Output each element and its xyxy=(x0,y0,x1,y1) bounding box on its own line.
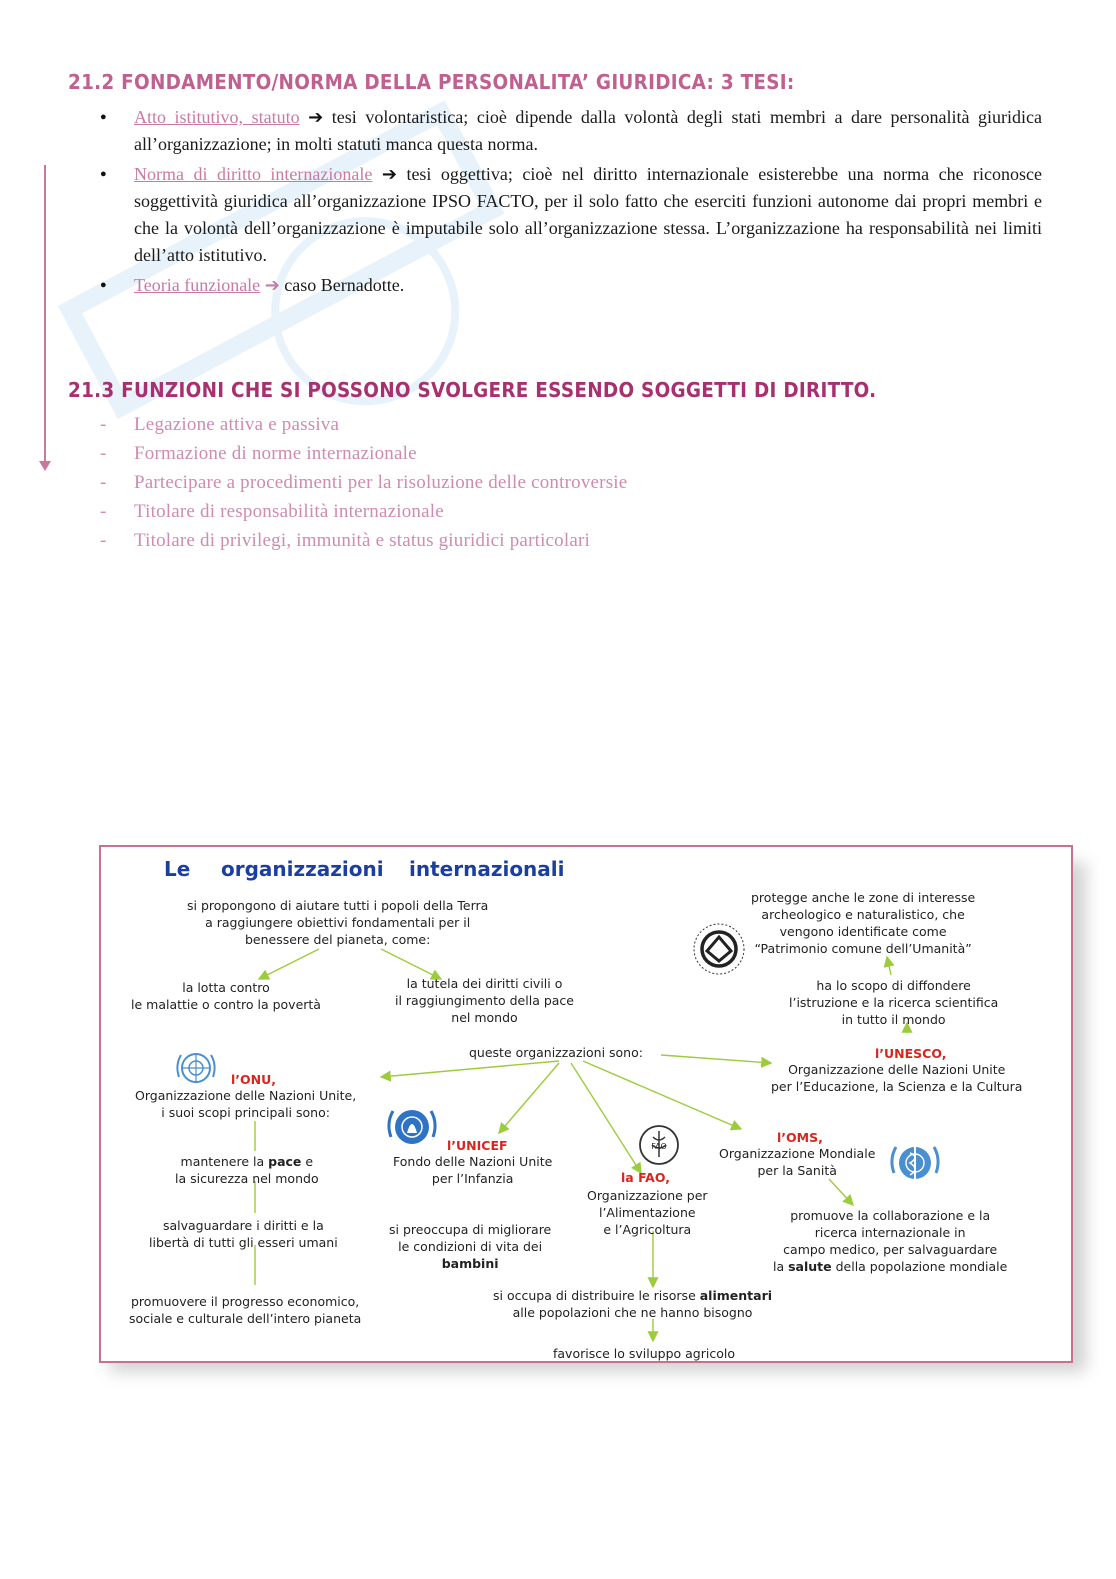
lotta-line: le malattie o contro la povertà xyxy=(131,997,321,1012)
list-item xyxy=(100,272,1042,299)
thesis-text: tesi volontaristica; cioè dipende dalla volontà degli stati membri a dare personalità giuridica all’organizzazione; in molti statuti manca questa norma. xyxy=(134,107,1043,154)
thesis-term: Atto istitutivo, statuto xyxy=(134,107,300,127)
list-item: - Partecipare a procedimenti per la risoluzione delle controversie xyxy=(100,468,627,497)
unesco-desc-line: Organizzazione delle Nazioni Unite xyxy=(788,1062,1006,1077)
unicef-goal-line: le condizioni di vita dei xyxy=(398,1239,543,1254)
right-arrow-icon: ➔ xyxy=(381,164,397,185)
functions-list xyxy=(100,410,627,555)
bold-word: alimentari xyxy=(699,1288,773,1303)
diagram-title-le: Le xyxy=(164,857,191,881)
thesis-term: Norma di diritto internazionale xyxy=(134,164,373,184)
lotta-line: la lotta contro xyxy=(182,980,270,995)
bold-word: pace xyxy=(268,1154,302,1169)
oms-name: l’OMS, xyxy=(777,1130,823,1145)
onu-goal-line: la sicurezza nel mondo xyxy=(175,1171,319,1186)
oms-goal-line: campo medico, per salvaguardare xyxy=(783,1242,998,1257)
onu-desc xyxy=(135,1087,356,1121)
onu-goal-line: sociale e culturale dell’intero pianeta xyxy=(129,1311,362,1326)
unesco-desc xyxy=(771,1061,1022,1095)
unesco-desc-line: per l’Educazione, la Scienza e la Cultura xyxy=(771,1079,1023,1094)
onu-goal-rights xyxy=(149,1217,338,1251)
right-arrow-icon: ➔ xyxy=(264,275,280,296)
list-item xyxy=(100,104,1042,158)
onu-goal-line xyxy=(175,1153,319,1170)
onu-goal-line: salvaguardare i diritti e la xyxy=(162,1218,324,1233)
bold-word: bambini xyxy=(441,1256,499,1271)
intro-node xyxy=(187,897,488,948)
bold-word: salute xyxy=(788,1259,832,1274)
who-logo-icon xyxy=(889,1139,941,1191)
section-21-2-title: 21.2 FONDAMENTO/NORMA DELLA PERSONALITA’ GIURIDICA: 3 TESI: xyxy=(68,70,795,94)
list-item: - Titolare di responsabilità internazionale xyxy=(100,497,627,526)
unicef-goal xyxy=(389,1221,551,1272)
list-item: - Legazione attiva e passiva xyxy=(100,410,627,439)
unicef-desc xyxy=(393,1153,552,1187)
list-item: - Formazione di norme internazionale xyxy=(100,439,627,468)
side-arrow-rule xyxy=(44,165,46,465)
tutela-line: il raggiungimento della pace xyxy=(395,993,574,1008)
intro-line: a raggiungere obiettivi fondamentali per il xyxy=(205,915,471,930)
oms-goal-line: ricerca internazionale in xyxy=(814,1225,966,1240)
list-item: - Titolare di privilegi, immunità e status giuridici particolari xyxy=(100,526,627,555)
intro-line: si propongono di aiutare tutti i popoli della Terra xyxy=(187,898,489,913)
oms-desc xyxy=(719,1145,875,1179)
unicef-logo-icon xyxy=(385,1103,439,1153)
fao-logo-icon xyxy=(637,1123,681,1167)
tutela-node xyxy=(395,975,574,1026)
tutela-line: nel mondo xyxy=(451,1010,518,1025)
unesco-goal-line: l’istruzione e la ricerca scientifica xyxy=(789,995,999,1010)
thesis-text: tesi oggettiva; cioè nel diritto internazionale esisterebbe una norma che riconosce soggettività giuridica all’organizzazione IPSO FACTO, per il solo fatto che eserciti funzioni autonome dai propri membri e che la volontà dell’organizzazione è imputabile solo all’organizzazione stessa. L’organizzazione ha responsabilità nei limiti dell’atto istitutivo. xyxy=(134,164,1043,265)
diagram-title-international: internazionali xyxy=(409,857,565,881)
fao-goal xyxy=(493,1287,772,1321)
fao-desc-line: Organizzazione per xyxy=(587,1188,708,1203)
unesco-heritage-line: “Patrimonio comune dell’Umanità” xyxy=(754,941,972,956)
tutela-line: la tutela dei diritti civili o xyxy=(406,976,563,991)
unesco-goal-line: ha lo scopo di diffondere xyxy=(816,978,971,993)
unicef-goal-line: si preoccupa di migliorare xyxy=(389,1222,552,1237)
fao-name: la FAO, xyxy=(621,1170,670,1185)
intro-line: benessere del pianeta, come: xyxy=(244,932,431,947)
unicef-desc-line: per l’Infanzia xyxy=(431,1171,514,1186)
organizations-diagram xyxy=(99,845,1073,1363)
fao-goal-agriculture: favorisce lo sviluppo agricolo xyxy=(553,1346,735,1361)
oms-goal xyxy=(773,1207,1007,1275)
unesco-heritage-line: protegge anche le zone di interesse xyxy=(751,890,976,905)
queste-node: queste organizzazioni sono: xyxy=(469,1045,643,1060)
fao-desc xyxy=(587,1187,708,1238)
unesco-goal-line: in tutto il mondo xyxy=(841,1012,946,1027)
text-part: si occupa di distribuire le risorse xyxy=(493,1288,700,1303)
unesco-name: l’UNESCO, xyxy=(875,1046,947,1061)
text-part: la xyxy=(773,1259,789,1274)
unesco-heritage-line: vengono identificate come xyxy=(779,924,947,939)
onu-goal-line: libertà di tutti gli esseri umani xyxy=(149,1235,338,1250)
world-heritage-logo-icon xyxy=(691,921,747,977)
un-logo-icon xyxy=(173,1047,219,1089)
onu-goal-line: promuovere il progresso economico, xyxy=(131,1294,360,1309)
text-part: e xyxy=(301,1154,314,1169)
right-arrow-icon: ➔ xyxy=(308,107,324,128)
list-item xyxy=(100,161,1042,269)
fao-desc-line: l’Alimentazione xyxy=(598,1205,696,1220)
lotta-node xyxy=(131,979,321,1013)
onu-desc-line: i suoi scopi principali sono: xyxy=(161,1105,330,1120)
fao-logo-text: FAO xyxy=(651,1142,667,1151)
oms-desc-line: per la Sanità xyxy=(757,1163,837,1178)
oms-desc-line: Organizzazione Mondiale xyxy=(719,1146,876,1161)
diagram-title-organizations: organizzazioni xyxy=(221,857,384,881)
onu-desc-line: Organizzazione delle Nazioni Unite, xyxy=(135,1088,357,1103)
fao-goal-line xyxy=(493,1287,772,1304)
unesco-heritage-line: archeologico e naturalistico, che xyxy=(761,907,965,922)
onu-goal-peace xyxy=(175,1153,319,1187)
oms-goal-line xyxy=(773,1258,1007,1275)
thesis-term: Teoria funzionale xyxy=(134,275,261,295)
text-part: della popolazione mondiale xyxy=(831,1259,1008,1274)
thesis-text: caso Bernadotte. xyxy=(284,275,405,295)
theses-list xyxy=(100,104,1042,302)
fao-desc-line: e l’Agricoltura xyxy=(603,1222,692,1237)
unicef-desc-line: Fondo delle Nazioni Unite xyxy=(393,1154,553,1169)
onu-name: l’ONU, xyxy=(231,1072,277,1087)
oms-goal-line: promuove la collaborazione e la xyxy=(790,1208,991,1223)
unesco-heritage-node xyxy=(751,889,975,957)
fao-goal-line: alle popolazioni che ne hanno bisogno xyxy=(512,1305,753,1320)
unesco-goal xyxy=(789,977,998,1028)
text-part: mantenere la xyxy=(180,1154,269,1169)
onu-goal-progress xyxy=(129,1293,361,1327)
unicef-name: l’UNICEF xyxy=(447,1138,508,1153)
section-21-3-title: 21.3 FUNZIONI CHE SI POSSONO SVOLGERE ESSENDO SOGGETTI DI DIRITTO. xyxy=(68,378,877,402)
